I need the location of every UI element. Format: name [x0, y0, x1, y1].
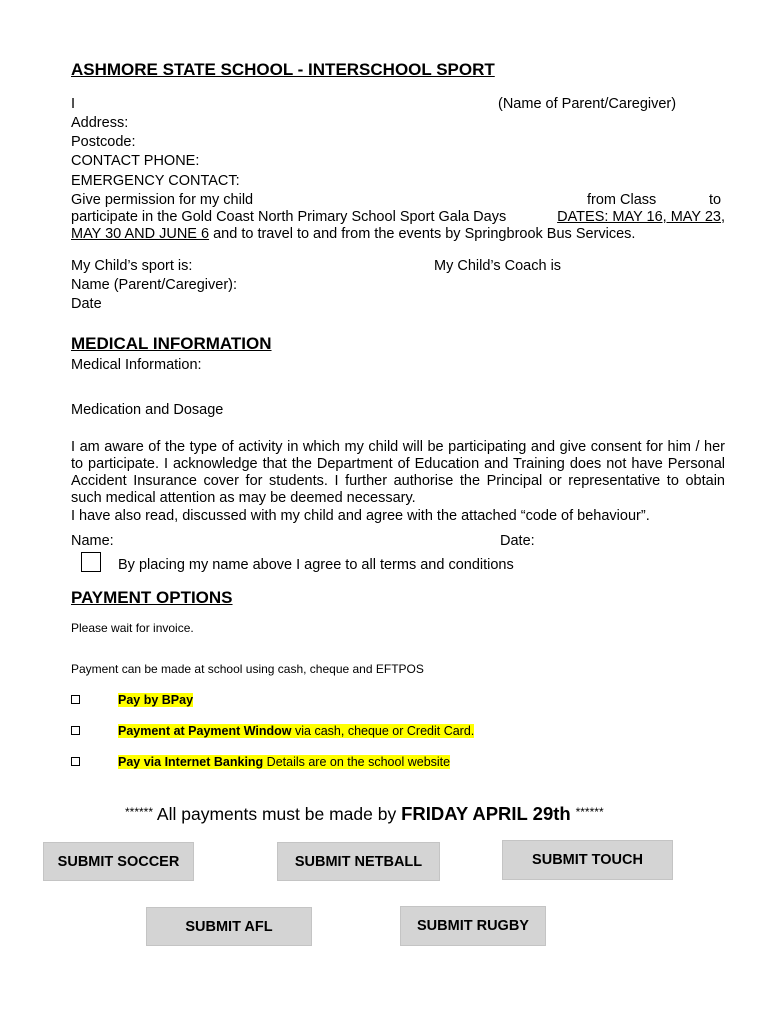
stars-left: ******: [125, 805, 154, 819]
date-field-label: Date:: [500, 533, 535, 549]
payment-option-bold: Payment at Payment Window: [118, 724, 292, 738]
i-label: I: [71, 96, 76, 112]
submit-touch-button[interactable]: SUBMIT TOUCH: [502, 840, 673, 880]
payment-option-rest: Details are on the school website: [263, 755, 451, 769]
address-label: Address:: [71, 115, 129, 131]
childs-sport-label: My Child’s sport is:: [71, 258, 193, 274]
to-label: to: [709, 192, 722, 208]
agree-text: By placing my name above I agree to all terms and conditions: [118, 557, 514, 573]
dates-continued: MAY 30 AND JUNE 6: [71, 226, 210, 242]
internet-banking-checkbox[interactable]: [71, 757, 80, 766]
medication-label: Medication and Dosage: [71, 402, 224, 418]
medical-info-label: Medical Information:: [71, 357, 202, 373]
contact-phone-label: CONTACT PHONE:: [71, 153, 200, 169]
from-class-label: from Class: [587, 192, 657, 208]
payment-option-rest: via cash, cheque or Credit Card.: [291, 724, 475, 738]
dates-line-2: [71, 225, 635, 243]
payment-deadline: [125, 800, 604, 826]
name-label: Name:: [71, 533, 114, 549]
behaviour-text: I have also read, discussed with my child and agree with the attached “code of behaviour”.: [71, 508, 650, 524]
bpay-checkbox[interactable]: [71, 695, 80, 704]
give-permission-label: Give permission for my child: [71, 192, 254, 208]
participate-line: [71, 208, 725, 226]
submit-rugby-button[interactable]: SUBMIT RUGBY: [400, 906, 546, 946]
parent-caregiver-name-label: Name (Parent/Caregiver):: [71, 277, 237, 293]
dates-text: DATES: MAY 16, MAY 23,: [557, 209, 725, 225]
submit-netball-button[interactable]: SUBMIT NETBALL: [277, 842, 440, 881]
consent-paragraph: I am aware of the type of activity in which my child will be participating and give consent for him / her to participate. I acknowledge that the Department of Education and Training does not have Personal Accident Insurance cover for students. I further authorise the Principal or representative to obtain such medical attention as may be deemed necessary.: [71, 439, 725, 506]
travel-text: and to travel to and from the events by Springbrook Bus Services.: [213, 226, 636, 242]
wait-text: Please wait for invoice.: [71, 621, 194, 635]
childs-coach-label: My Child’s Coach is: [434, 258, 562, 274]
payment-option-window: [118, 723, 474, 739]
payment-window-checkbox[interactable]: [71, 726, 80, 735]
payment-option-bold: Pay by BPay: [118, 693, 194, 707]
medical-heading: MEDICAL INFORMATION: [71, 334, 272, 353]
payment-option-bpay: [118, 692, 193, 708]
payment-heading: PAYMENT OPTIONS: [71, 588, 233, 607]
deadline-date: FRIDAY APRIL 29th: [401, 803, 571, 824]
agree-checkbox[interactable]: [81, 552, 101, 572]
payment-option-internet: [118, 754, 450, 770]
deadline-text: All payments must be made by: [153, 804, 402, 824]
payment-methods-text: Payment can be made at school using cash, cheque and EFTPOS: [71, 662, 424, 676]
date-label: Date: [71, 296, 102, 312]
postcode-label: Postcode:: [71, 134, 136, 150]
payment-option-bold: Pay via Internet Banking: [118, 755, 264, 769]
submit-soccer-button[interactable]: SUBMIT SOCCER: [43, 842, 194, 881]
stars-right: ******: [575, 805, 604, 819]
emergency-contact-label: EMERGENCY CONTACT:: [71, 173, 240, 189]
participate-text: participate in the Gold Coast North Primary School Sport Gala Days: [71, 209, 507, 225]
page-title: ASHMORE STATE SCHOOL - INTERSCHOOL SPORT: [71, 60, 495, 79]
parent-name-label: (Name of Parent/Caregiver): [498, 96, 677, 112]
submit-afl-button[interactable]: SUBMIT AFL: [146, 907, 312, 946]
